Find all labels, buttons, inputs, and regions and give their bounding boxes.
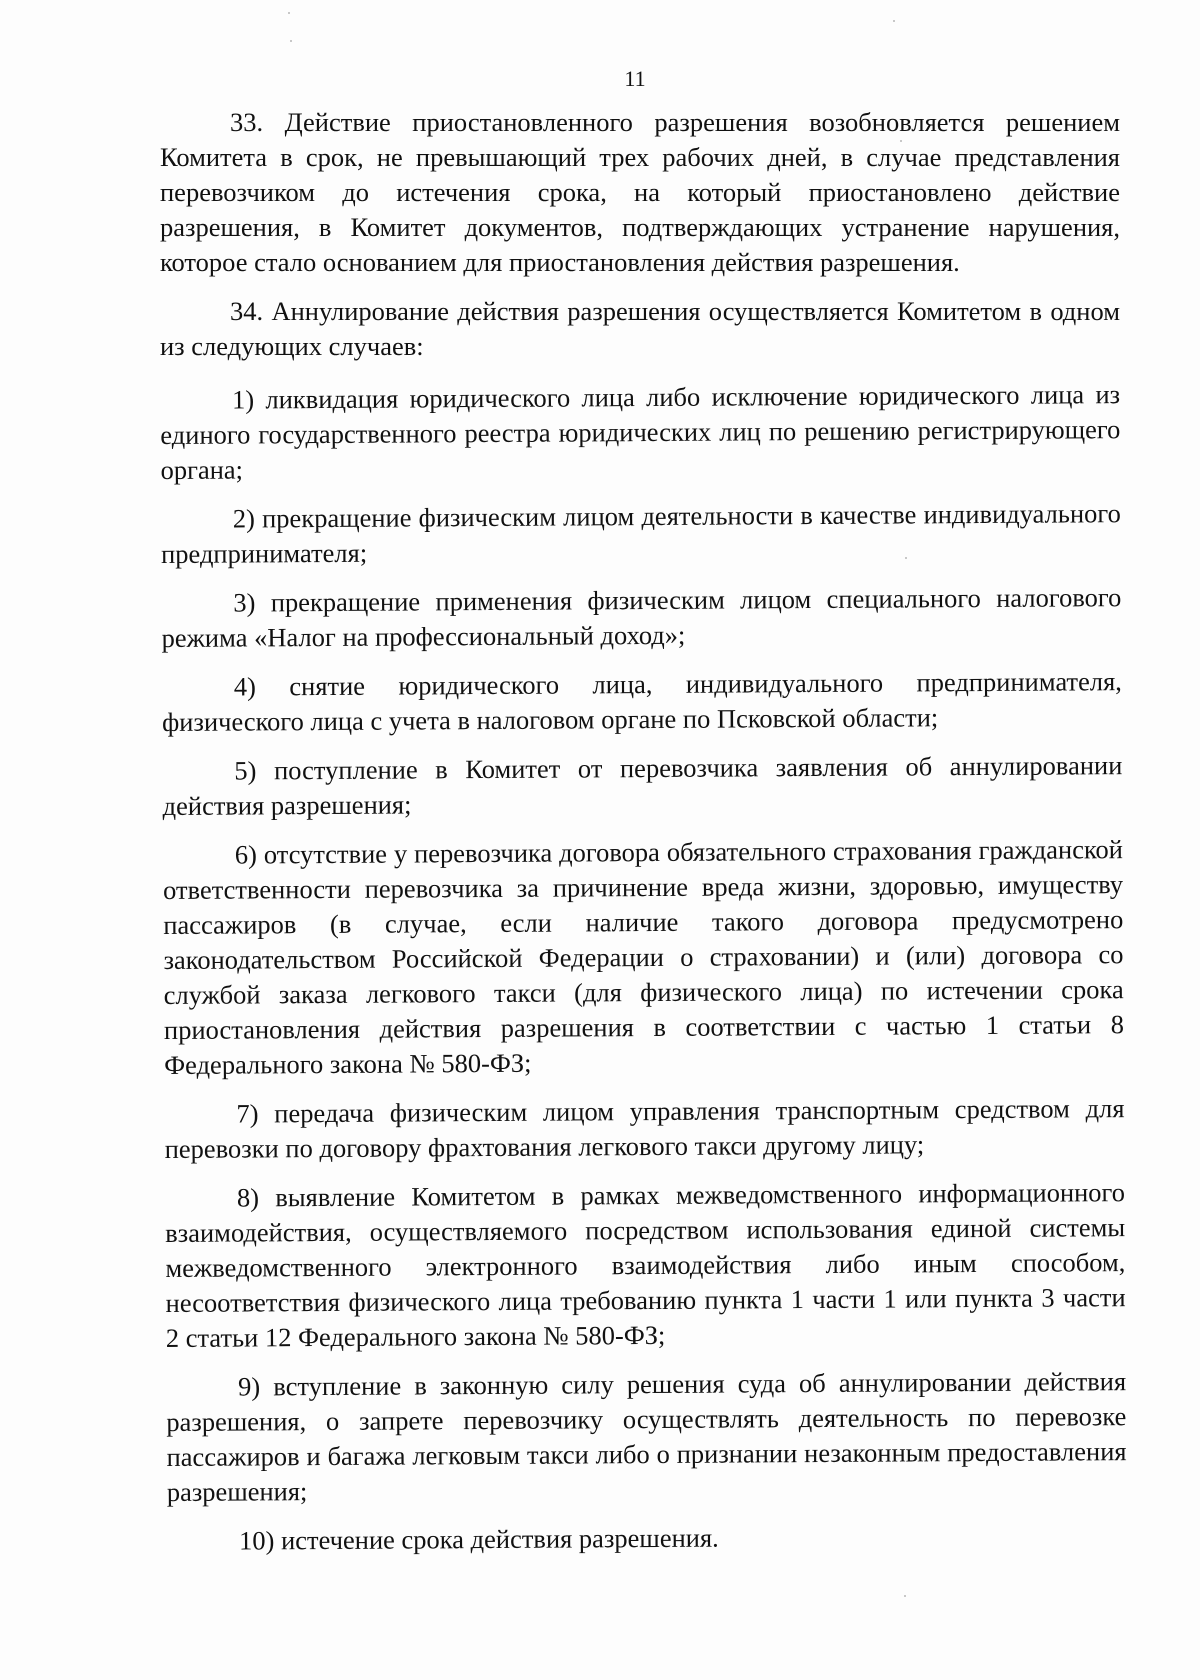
list-item: 5) поступление в Комитет от перевозчика заявления об аннулировании действия разрешения; bbox=[162, 750, 1123, 821]
scan-speck bbox=[290, 40, 292, 42]
clause-block bbox=[160, 105, 1120, 378]
list-item: 1) ликвидация юридического лица либо исключение юридического лица из единого государственного реестра юридических лиц по решению регистрирующего органа; bbox=[160, 379, 1121, 485]
list-item: 7) передача физическим лицом управления транспортным средством для перевозки по договору фрахтования легкового такси другому лицу; bbox=[164, 1093, 1125, 1164]
page-number: 11 bbox=[624, 66, 646, 91]
scan-speck bbox=[904, 1595, 906, 1597]
list-item: 9) вступление в законную силу решения суда об аннулировании действия разрешения, о запрете перевозчику осуществлять деятельность по перевозке пассажиров и багажа легковым такси либо о признании незаконным предоставления разрешения; bbox=[166, 1366, 1127, 1507]
list-item: 10) истечение срока действия разрешения. bbox=[238, 1522, 719, 1556]
scan-speck bbox=[893, 20, 895, 22]
list-item: 8) выявление Комитетом в рамках межведомственного информационного взаимодействия, осуществляемого посредством использования единой системы межведомственного электронного взаимодействия либо иным способом, несоответствия физического лица требованию пункта 1 части 1 или пункта 3 части 2 статьи 12 Федерального закона № 580-ФЗ; bbox=[165, 1177, 1126, 1353]
scan-speck bbox=[288, 12, 290, 14]
clause-34: 34. Аннулирование действия разрешения осуществляется Комитетом в одном из следующих случаев: bbox=[160, 296, 1120, 361]
list-block bbox=[160, 377, 1127, 1573]
list-item: 2) прекращение физическим лицом деятельности в качестве индивидуального предпринимателя; bbox=[160, 498, 1121, 569]
list-item: 3) прекращение применения физическим лицом специального налогового режима «Налог на профессиональный доход»; bbox=[161, 582, 1122, 653]
list-item: 6) отсутствие у перевозчика договора обязательного страхования гражданской ответственности перевозчика за причинение вреда жизни, здоровью, имуществу пассажиров (в случае, если наличие такого договора предусмотрено законодательством Российской Федерации о страховании) и (или) договора со службой заказа легкового такси (для физического лица) по истечении срока приостановления действия разрешения в соответствии с частью 1 статьи 8 Федерального закона № 580-ФЗ; bbox=[163, 834, 1125, 1080]
list-item: 4) снятие юридического лица, индивидуального предпринимателя, физического лица с учета в налоговом органе по Псковской области; bbox=[161, 666, 1122, 737]
clause-33: 33. Действие приостановленного разрешения возобновляется решением Комитета в срок, не превышающий трех рабочих дней, в случае представления перевозчиком до истечения срока, на который приостановлено действие разрешения, в Комитет документов, подтверждающих устранение нарушения, которое стало основанием для приостановления действия разрешения. bbox=[160, 107, 1120, 277]
